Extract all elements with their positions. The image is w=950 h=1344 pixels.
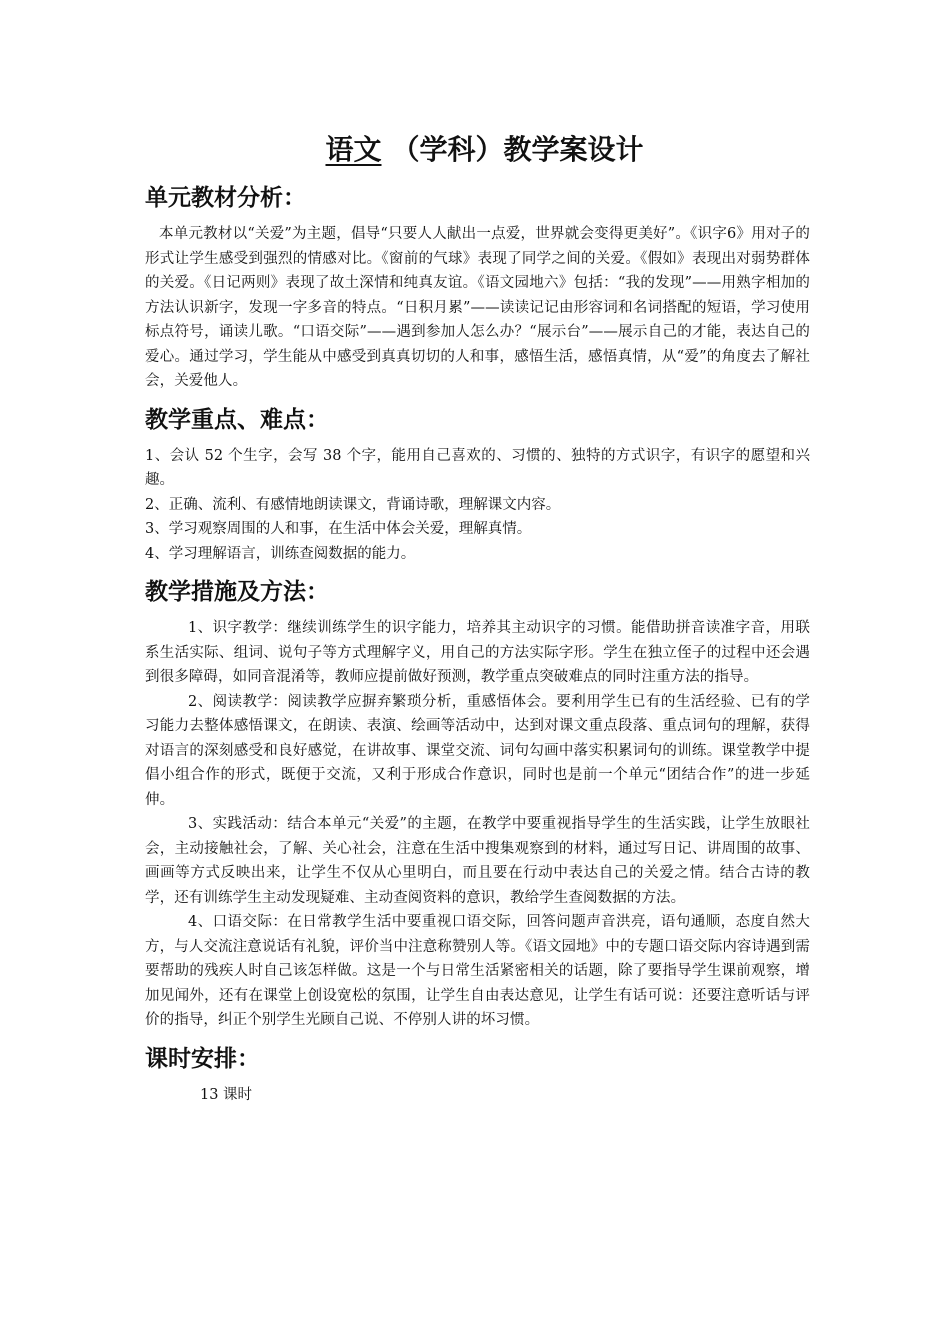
analysis-paragraph: 本单元教材以“关爱”为主题，倡导“只要人人献出一点爱，世界就会变得更美好”。《识字6》用对子的形式让学生感受到强烈的情感对比。《窗前的气球》表现了同学之间的关爱。《假如》表现出对弱势群体的关爱。《日记两则》表现了故土深情和纯真友谊。《语文园地六》包括：“我的发现”——用熟字相加的方法认识新字，发现一字多音的特点。“日积月累”——读读记记由形容词和名词搭配的短语，学习使用标点符号，诵读儿歌。“口语交际”——遇到参加人怎么办？“展示台”——展示自己的才能，表达自己的爱心。通过学习，学生能从中感受到真真切切的人和事，感悟生活，感悟真情，从“爱”的角度去了解社会，关爱他人。 [145,226,810,389]
keypoint-item: 3、学习观察周围的人和事，在生活中体会关爱，理解真情。 [145,521,532,537]
document-title [145,128,810,172]
section-keypoints [145,402,810,567]
title-rest: （学科）教学案设计 [391,133,644,166]
heading-analysis: 单元教材分析： [145,185,306,211]
section-schedule [145,1041,810,1107]
section-methods [145,574,810,1033]
document-page [145,128,810,1115]
heading-schedule: 课时安排： [145,1045,260,1072]
heading-keypoints: 教学重点、难点： [145,406,329,433]
method-paragraph: 2、阅读教学：阅读教学应摒弃繁琐分析，重感悟体会。要利用学生已有的生活经验、已有的学习能力去整体感悟课文，在朗读、表演、绘画等活动中，达到对课文重点段落、重点词句的理解，获得对语言的深刻感受和良好感觉，在讲故事、课堂交流、词句勾画中落实积累词句的训练。课堂教学中提倡小组合作的形式，既便于交流，又利于形成合作意识，同时也是前一个单元“团结合作”的进一步延伸。 [145,693,810,808]
class-hours: 13 课时 [200,1086,253,1103]
heading-methods: 教学措施及方法： [145,579,329,605]
method-paragraph: 3、实践活动：结合本单元“关爱”的主题，在教学中要重视指导学生的生活实践，让学生放眼社会，主动接触社会，了解、关心社会，注意在生活中搜集观察到的材料，通过写日记、讲周围的故事、画画等方式反映出来，让学生不仅从心里明白，而且要在行动中表达自己的关爱之情。结合古诗的教学，还有训练学生主动发现疑难、主动查阅资料的意识，教给学生查阅数据的方法。 [145,816,810,906]
keypoint-item: 4、学习理解语言，训练查阅数据的能力。 [145,545,416,562]
keypoint-item: 2、正确、流利、有感情地朗读课文，背诵诗歌，理解课文内容。 [145,496,561,513]
keypoint-item: 1、会认 52 个生字，会写 38 个字，能用自己喜欢的、习惯的、独特的方式识字，有识字的愿望和兴趣。 [145,447,810,488]
title-subject: 语文 [325,133,382,166]
method-paragraph: 1、识字教学：继续训练学生的识字能力，培养其主动识字的习惯。能借助拼音读准字音，用联系生活实际、组词、说句子等方式理解字义，用自己的方法实际字形。学生在独立侄子的过程中还会遇到很多障碍，如同音混淆等，教师应提前做好预测，教学重点突破难点的同时注重方法的指导。 [145,620,810,685]
method-paragraph: 4、口语交际：在日常教学生活中要重视口语交际，回答问题声音洪亮，语句通顺，态度自然大方，与人交流注意说话有礼貌，评价当中注意称赞别人等。《语文园地》中的专题口语交际内容诗遇到需要帮助的残疾人时自己该怎样做。这是一个与日常生活紧密相关的话题，除了要指导学生课前观察，增加见闻外，还有在课堂上创设宽松的氛围，让学生自由表达意见，让学生有话可说：还要注意听话与评价的指导，纠正个别学生光顾自己说、不停别人讲的坏习惯。 [145,914,810,1028]
section-analysis [145,180,810,394]
